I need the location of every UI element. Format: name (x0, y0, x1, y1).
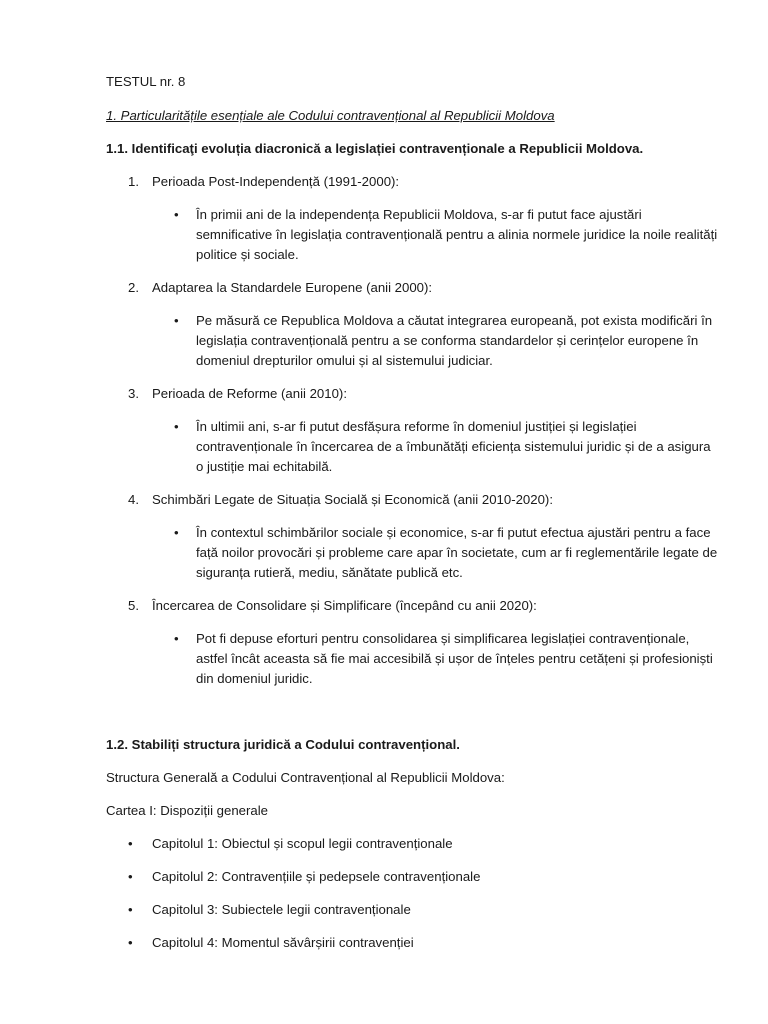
period-title: Perioada de Reforme (anii 2010): (152, 386, 347, 401)
chapter-item (128, 834, 453, 854)
structure-intro: Structura Generală a Codului Contravențional al Republicii Moldova: (106, 770, 505, 785)
period-number: 2. (128, 280, 139, 295)
period-title: Adaptarea la Standardele Europene (anii 2000): (152, 280, 433, 295)
bullet-text: Pe măsură ce Republica Moldova a căutat integrarea europeană, pot exista modificări în legislația contravențională pentru a se conforma standardelor și cerințelor europene în domeniul drepturilor omului și al sistemului judiciar. (196, 313, 713, 368)
bullet-icon: • (174, 525, 179, 540)
period-bullet (174, 205, 719, 265)
bullet-text: Pot fi depuse eforturi pentru consolidarea și simplificarea legislației contravenționale, astfel încât aceasta să fie mai accesibilă și ușor de înțeles pentru cetățeni și profesioniști din domeniul juridic. (196, 631, 713, 686)
period-number: 3. (128, 386, 139, 401)
period-item (128, 596, 537, 616)
bullet-icon: • (128, 902, 133, 917)
period-bullet (174, 523, 719, 583)
period-title: Perioada Post-Independență (1991-2000): (152, 174, 400, 189)
bullet-icon: • (128, 869, 133, 884)
question-1-2: 1.2. Stabiliți structura juridică a Codului contravențional. (106, 737, 460, 752)
chapter-text: Capitolul 3: Subiectele legii contravenționale (152, 902, 411, 917)
period-item (128, 490, 553, 510)
chapter-text: Capitolul 1: Obiectul și scopul legii contravenționale (152, 836, 453, 851)
period-bullet (174, 629, 719, 689)
period-number: 1. (128, 174, 139, 189)
book-title: Cartea I: Dispoziții generale (106, 803, 268, 818)
bullet-text: În contextul schimbărilor sociale și economice, s-ar fi putut efectua ajustări pentru a face față noilor provocări și probleme care apar în societate, cum ar fi reglementările legate de siguranța rutieră, mediu, sănătate publică etc. (196, 525, 718, 580)
period-item (128, 172, 399, 192)
bullet-icon: • (174, 419, 179, 434)
period-item (128, 384, 347, 404)
period-title: Schimbări Legate de Situația Socială și Economică (anii 2010-2020): (152, 492, 553, 507)
chapter-item (128, 900, 411, 920)
chapter-item (128, 933, 414, 953)
period-bullet (174, 417, 719, 477)
bullet-icon: • (128, 935, 133, 950)
period-bullet (174, 311, 719, 371)
period-number: 4. (128, 492, 139, 507)
bullet-icon: • (128, 836, 133, 851)
bullet-icon: • (174, 313, 179, 328)
bullet-icon: • (174, 631, 179, 646)
section-title: 1. Particularitățile esențiale ale Codului contravențional al Republicii Moldova (106, 108, 555, 123)
period-title: Încercarea de Consolidare și Simplificare (începând cu anii 2020): (152, 598, 537, 613)
bullet-icon: • (174, 207, 179, 222)
chapter-text: Capitolul 2: Contravențiile și pedepsele contravenționale (152, 869, 481, 884)
bullet-text: În ultimii ani, s-ar fi putut desfășura reforme în domeniul justiției și legislației contravenționale în încercarea de a îmbunătăți eficiența sistemului juridic și de a asigura o justiție mai echitabilă. (196, 419, 711, 474)
period-item (128, 278, 432, 298)
chapter-item (128, 867, 480, 887)
question-1-1: 1.1. Identificaţi evoluția diacronică a legislației contravenționale a Republicii Moldova. (106, 141, 644, 156)
period-number: 5. (128, 598, 139, 613)
bullet-text: În primii ani de la independența Republicii Moldova, s-ar fi putut face ajustări semnificative în legislația contravențională pentru a alinia normele juridice la noile realități politice și sociale. (196, 207, 718, 262)
chapter-text: Capitolul 4: Momentul săvârșirii contravenției (152, 935, 414, 950)
test-header: TESTUL nr. 8 (106, 74, 186, 89)
